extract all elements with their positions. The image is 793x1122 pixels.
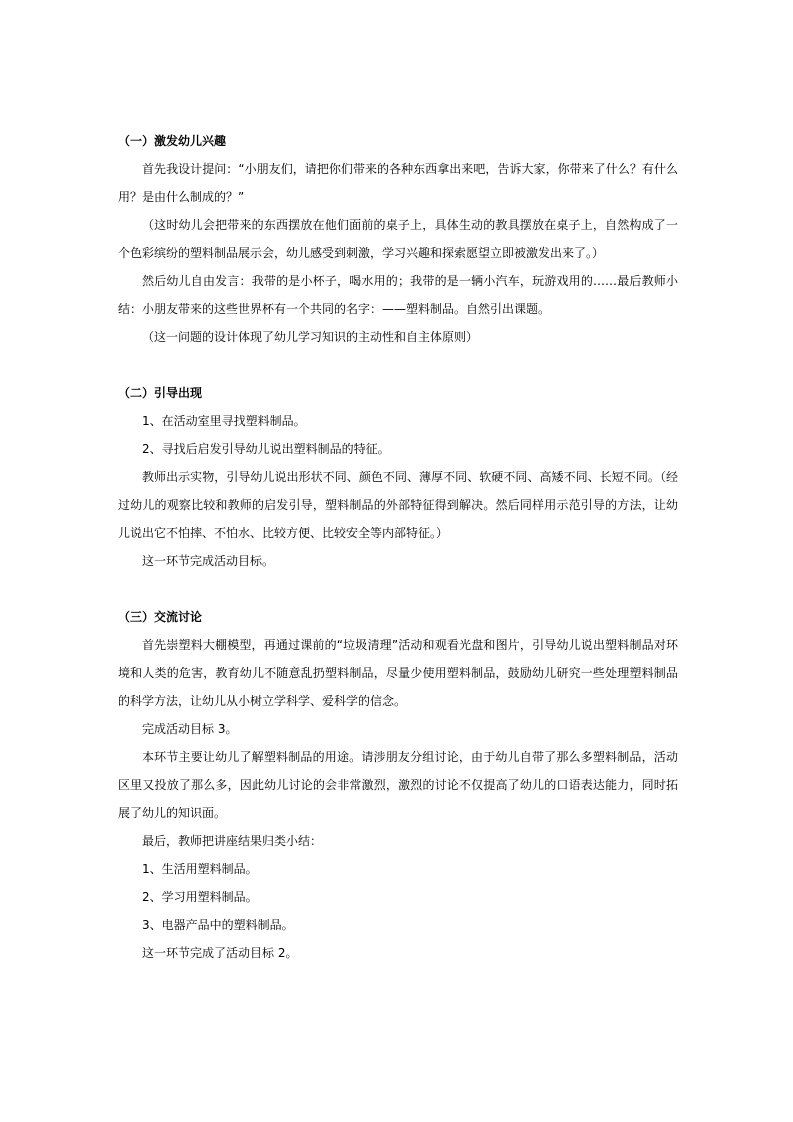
paragraph: 这一环节完成了活动目标 2。: [142, 946, 298, 960]
paragraph: 最后，教师把讲座结果归类小结：: [142, 834, 323, 848]
paragraph: 2、寻找后启发引导幼儿说出塑料制品的特征。: [142, 442, 390, 456]
paragraph: 3、电器产品中的塑料制品。: [142, 918, 294, 932]
paragraph: 首先我设计提问：“小朋友们，请把你们带来的各种东西拿出来吧，告诉大家，你带来了什么？有什么用？是由什么制成的？”: [118, 162, 678, 204]
paragraph: 本环节主要让幼儿了解塑料制品的用途。请涉朋友分组讨论，由于幼儿自带了那么多塑料制品，活动区里又投放了那么多，因此幼儿讨论的会非常激烈，激烈的讨论不仅提高了幼儿的口语表达能力，同时拓展了幼儿的知识面。: [118, 750, 678, 820]
paragraph: 然后幼儿自由发言：我带的是小杯子，喝水用的；我带的是一辆小汽车，玩游戏用的……最后教师小结：小朋友带来的这些世界杯有一个共同的名字：——塑料制品。自然引出课题。: [118, 274, 678, 316]
paragraph: 1、生活用塑料制品。: [142, 862, 258, 876]
paragraph: 2、学习用塑料制品。: [142, 890, 258, 904]
section-gap: [118, 351, 678, 379]
paragraph: （这时幼儿会把带来的东西摆放在他们面前的桌子上，具体生动的教具摆放在桌子上，自然构成了一个色彩缤纷的塑料制品展示会，幼儿感受到刺激，学习兴趣和探索愿望立即被激发出来了。）: [118, 218, 678, 260]
paragraph: 这一环节完成活动目标。: [142, 554, 275, 568]
section-gap: [118, 575, 678, 603]
paragraph: 完成活动目标 3。: [142, 722, 238, 736]
section-heading-1: （一）激发幼儿兴趣: [118, 134, 227, 148]
paragraph: （这一问题的设计体现了幼儿学习知识的主动性和自主体原则）: [142, 330, 479, 344]
section-heading-2: （二）引导出现: [118, 386, 203, 400]
section-heading-3: （三）交流讨论: [118, 610, 203, 624]
paragraph: 1、在活动室里寻找塑料制品。: [142, 414, 306, 428]
paragraph: 首先崇塑料大棚模型，再通过课前的“垃圾清理”活动和观看光盘和图片，引导幼儿说出塑料制品对环境和人类的危害，教育幼儿不随意乱扔塑料制品，尽量少使用塑料制品，鼓励幼儿研究一些处理塑料制品的科学方法，让幼儿从小树立学科学、爱科学的信念。: [118, 638, 678, 708]
document-page: [118, 127, 678, 967]
paragraph: 教师出示实物，引导幼儿说出形状不同、颜色不同、薄厚不同、软硬不同、高矮不同、长短不同。（经过幼儿的观察比较和教师的启发引导，塑料制品的外部特征得到解决。然后同样用示范引导的方法，让幼儿说出它不怕摔、不怕水、比较方便、比较安全等内部特征。）: [118, 470, 678, 540]
